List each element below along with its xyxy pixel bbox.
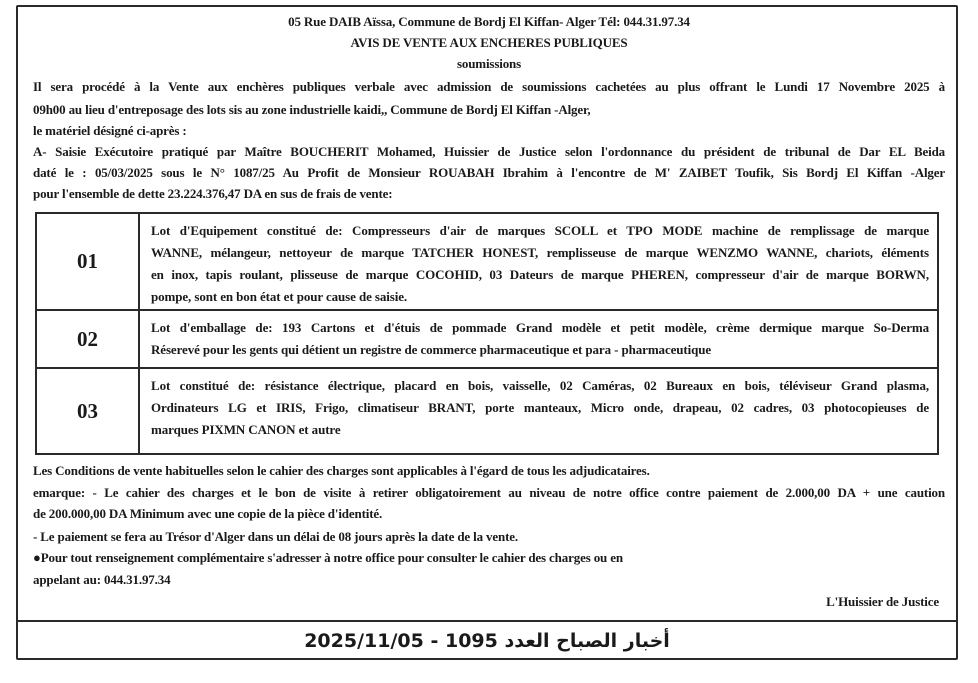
- lot-description-line: Lot d'emballage de: 193 Cartons et d'étuis de pommade Grand modèle et petit modèle, crème dermique marque So-Derma: [151, 320, 929, 335]
- intro-line-2: 09h00 au lieu d'entreposage des lots sis au zone industrielle kaidi,, Commune de Bordj El Kiffan -Alger,: [33, 102, 591, 117]
- lot-description-line: Lot d'Equipement constitué de: Compresseurs d'air de marques SCOLL et TPO MODE machine de remplissage de marque: [151, 223, 929, 238]
- conditions-line-2: emarque: - Le cahier des charges et le bon de visite à retirer obligatoirement au niveau de notre office contre paiement de 2.000,00 DA + une caution: [33, 485, 945, 500]
- conditions-line-5: ●Pour tout renseignement complémentaire s'adresser à notre office pour consulter le cahier des charges ou en: [33, 550, 623, 565]
- lot-description-line: Réserevé pour les gents qui détient un registre de commerce pharmaceutique et para - pharmaceutique: [151, 342, 712, 357]
- lot-description: [140, 311, 937, 367]
- lot-description-line: en inox, tapis roulant, plisseuse de marque COCOHID, 03 Dateurs de marque PHEREN, compresseur d'air de marque BORWN,: [151, 267, 929, 282]
- conditions-line-4: - Le paiement se fera au Trésor d'Alger dans un délai de 08 jours après la date de la vente.: [33, 529, 518, 544]
- lot-row: [37, 214, 937, 309]
- newspaper-footer: [18, 623, 956, 658]
- notice-subtitle: soumissions: [456, 56, 522, 71]
- lot-description-line: WANNE, mélangeur, nettoyeur de marque TATCHER HONEST, remplisseuse de marque WENZMO WANNE, chariots, éléments: [151, 245, 929, 260]
- lot-number: 03: [37, 369, 140, 453]
- lot-description-line: Ordinateurs LG et IRIS, Frigo, climatiseur BRANT, porte manteaux, Micro onde, drapeau, 02 cadres, 03 photocopieuses de: [151, 400, 929, 415]
- lot-description: [140, 369, 937, 453]
- lot-description-line: marques PIXMN CANON et autre: [151, 422, 341, 437]
- intro-line-6: pour l'ensemble de dette 23.224.376,47 DA en sus de frais de vente:: [33, 186, 393, 201]
- office-address: 05 Rue DAIB Aïssa, Commune de Bordj El Kiffan- Alger Tél: 044.31.97.34: [288, 14, 690, 29]
- notice-title: AVIS DE VENTE AUX ENCHERES PUBLIQUES: [350, 35, 628, 50]
- footer-divider: [18, 620, 956, 622]
- notice-frame: [16, 5, 958, 660]
- lot-row: [37, 311, 937, 367]
- conditions-line-3: de 200.000,00 DA Minimum avec une copie de la pièce d'identité.: [33, 506, 383, 521]
- issue-reference: أخبار الصباح العدد 1095 - 2025/11/05: [304, 629, 670, 652]
- conditions-line-6: appelant au: 044.31.97.34: [33, 572, 171, 587]
- intro-line-1: Il sera procédé à la Vente aux enchères publiques verbale avec admission de soumissions cachetées au plus offrant le Lundi 17 Novembre 2025 à: [33, 79, 945, 94]
- signature: L'Huissier de Justice: [826, 594, 939, 609]
- intro-line-3: le matériel désigné ci-après :: [33, 123, 187, 138]
- lot-description-line: Lot constitué de: résistance électrique, placard en bois, vaisselle, 02 Caméras, 02 Bureaux en bois, téléviseur Grand plasma,: [151, 378, 929, 393]
- lot-number: 01: [37, 214, 140, 309]
- lot-description-line: pompe, sont en bon état et pour cause de saisie.: [151, 289, 408, 304]
- conditions-line-1: Les Conditions de vente habituelles selon le cahier des charges sont applicables à l'égard de tous les adjudicataires.: [33, 463, 650, 478]
- intro-line-4: A- Saisie Exécutoire pratiqué par Maître BOUCHERIT Mohamed, Huissier de Justice selon l'ordonnance du président de tribunal de Dar EL Beida: [33, 144, 945, 159]
- lot-description: [140, 214, 937, 309]
- intro-line-5: daté le : 05/03/2025 sous le N° 1087/25 Au Profit de Monsieur ROUABAH Ibrahim à l'encontre de M' ZAIBET Toufik, Sis Bordj El Kiffan -Alger: [33, 165, 945, 180]
- lot-number: 02: [37, 311, 140, 367]
- lots-table: [35, 212, 939, 455]
- lot-row: [37, 369, 937, 453]
